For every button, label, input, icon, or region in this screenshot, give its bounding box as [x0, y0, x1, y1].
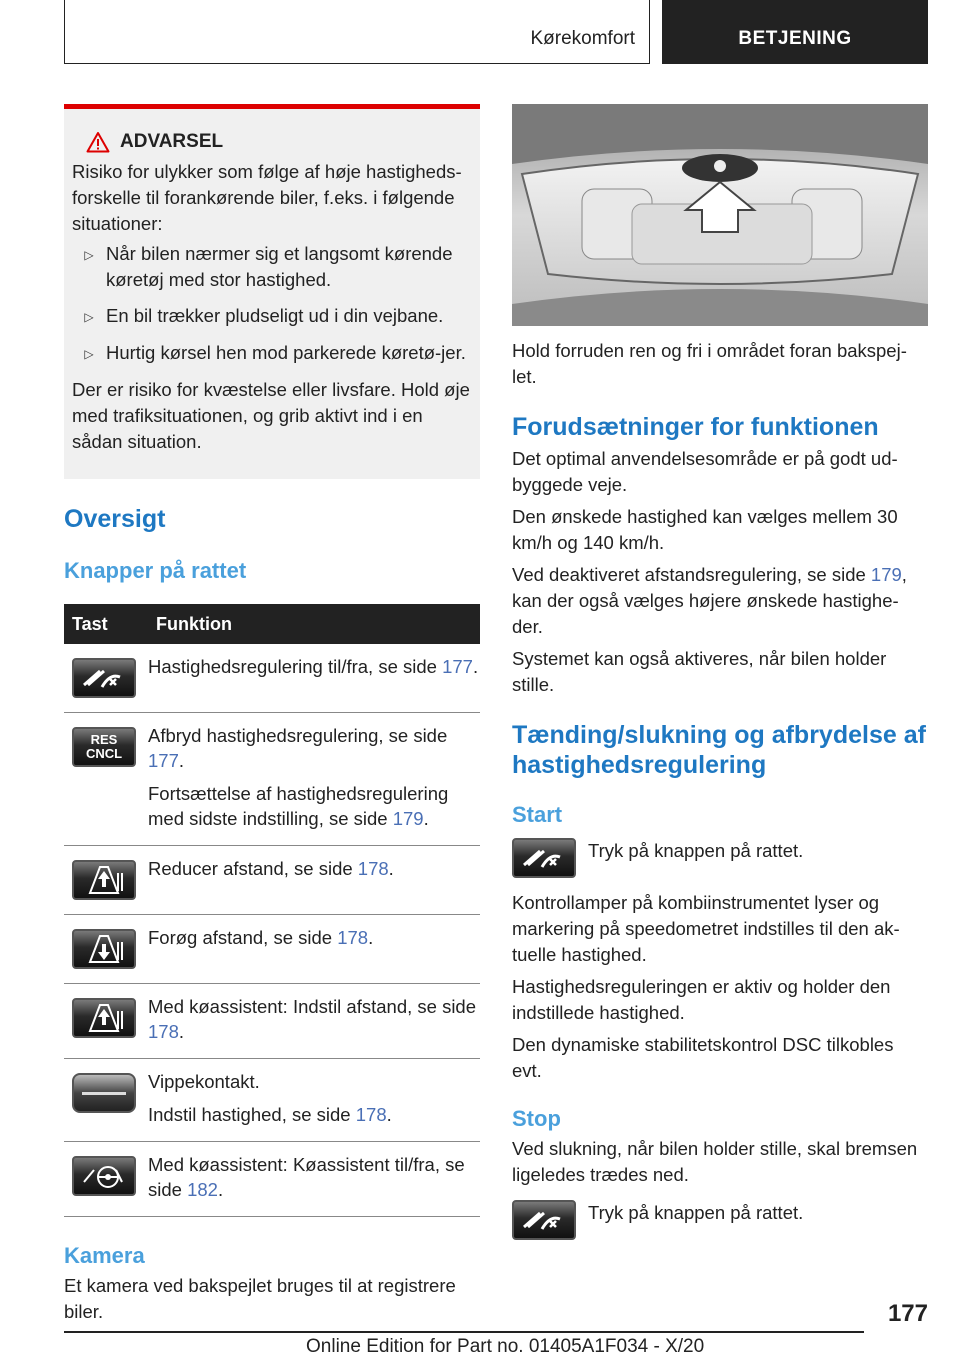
start-heading: Start [512, 802, 563, 827]
header-section-tab [64, 0, 650, 64]
page-link[interactable]: 177 [442, 656, 473, 677]
start-button-text: Tryk på knappen på rattet. [588, 840, 804, 861]
row-text: Med køassistent: Køassistent til/fra, se side [148, 1154, 465, 1200]
warning-title-text: ADVARSEL [120, 131, 224, 152]
prerequisites-p2: Den ønskede hastighed kan vælges mellem 30 km/h og 140 km/h. [512, 506, 898, 553]
start-p2: Hastighedsreguleringen er aktiv og holder den indstillede hastighed. [512, 976, 891, 1023]
res-cncl-icon [72, 727, 136, 767]
warning-bullet [72, 241, 472, 293]
prereq-p3-text: Ved deaktiveret afstandsregulering, se side [512, 564, 866, 585]
page-link[interactable]: 177 [148, 750, 179, 771]
prerequisites-p4: Systemet kan også aktiveres, når bilen holder stille. [512, 648, 887, 695]
warning-bullet [72, 303, 472, 330]
photo-caption: Hold forruden ren og fri i området foran bakspej-let. [512, 340, 907, 387]
warning-title [72, 131, 472, 153]
prerequisites-p1: Det optimal anvendelsesområde er på godt ud-byggede veje. [512, 448, 898, 495]
page-link[interactable]: 178 [337, 927, 369, 948]
table-row [64, 846, 480, 915]
page-link[interactable]: 179 [392, 808, 424, 829]
bullet-marker: ▷ [84, 248, 94, 262]
table-cell-icon [64, 713, 148, 846]
rocker-switch-icon [72, 1073, 136, 1113]
stop-p1: Ved slukning, når bilen holder stille, skal bremsen ligeledes trædes ned. [512, 1138, 918, 1185]
overview-heading: Oversigt [64, 505, 166, 533]
buttons-subheading: Knapper på rattet [64, 558, 247, 583]
table-row [64, 1059, 480, 1142]
camera-heading: Kamera [64, 1243, 145, 1268]
prerequisites-p3 [512, 562, 928, 640]
row-text: Med køassistent: Indstil afstand, se side [148, 996, 477, 1017]
bullet-marker: ▷ [84, 347, 94, 361]
row-text-2: Indstil hastighed, se side [148, 1104, 351, 1125]
row-text: Hastighedsregulering til/fra, se side [148, 656, 437, 677]
table-row [64, 713, 480, 846]
page-link[interactable]: 179 [870, 564, 902, 585]
table-cell-function: Afbryd hastighedsregulering, se side 177. Fortsættelse af hastighedsregulering med sidste indstilling, se side 179. [148, 713, 480, 846]
table-row [64, 1142, 480, 1217]
table-row [64, 644, 480, 713]
table-cell-icon [64, 644, 148, 713]
page-link[interactable]: 178 [148, 1021, 179, 1042]
row-text: Forøg afstand, se side [148, 927, 333, 948]
table-row [64, 984, 480, 1059]
column-header-function: Funktion [148, 604, 480, 644]
page-header [64, 0, 928, 64]
right-column [512, 104, 928, 1240]
table-cell-function: Reducer afstand, se side 178. [148, 846, 480, 915]
warning-bullet [72, 340, 472, 367]
edition-text: Online Edition for Part no. 01405A1F034 - X/20 [306, 1336, 705, 1357]
header-chapter-tab [662, 0, 928, 64]
page-link[interactable]: 178 [357, 858, 389, 879]
table-cell-icon [64, 915, 148, 984]
distance-increase-icon [72, 929, 136, 969]
distance-adjust-icon [72, 998, 136, 1038]
page-link[interactable]: 178 [355, 1104, 387, 1125]
left-column [64, 104, 480, 1325]
steering-buttons-table [64, 604, 480, 1217]
cruise-control-icon [72, 658, 136, 698]
warning-bullet-text: Hurtig kørsel hen mod parkerede køretø-jer. [106, 342, 466, 363]
row-text: Reducer afstand, se side [148, 858, 353, 879]
table-cell-function: Med køassistent: Køassistent til/fra, se side 182. [148, 1142, 480, 1217]
stop-button-text: Tryk på knappen på rattet. [588, 1202, 804, 1223]
page-number: 177 [887, 1300, 928, 1327]
page-link[interactable]: 182 [187, 1179, 218, 1200]
cruise-control-icon [512, 838, 576, 878]
table-cell-function: Forøg afstand, se side 178. [148, 915, 480, 984]
row-text-2: Fortsættelse af hastighedsregulering med sidste indstilling, se side [148, 783, 449, 829]
bullet-marker: ▷ [84, 310, 94, 324]
warning-box [64, 104, 480, 479]
table-cell-function: Hastighedsregulering til/fra, se side 177. [148, 644, 480, 713]
camera-text: Et kamera ved bakspejlet bruges til at registrere biler. [64, 1275, 456, 1322]
footer-divider [64, 1331, 864, 1333]
cruise-control-icon [512, 1200, 576, 1240]
start-instruction [512, 838, 928, 878]
table-cell-icon [64, 1142, 148, 1217]
icon-label-res: RES [90, 732, 118, 747]
stop-heading: Stop [512, 1106, 561, 1131]
warning-outro: Der er risiko for kvæstelse eller livsfare. Hold øje med trafiksituationen, og grib aktivt ind i en sådan situation. [72, 379, 470, 452]
table-cell-function: Med køassistent: Indstil afstand, se side 178. [148, 984, 480, 1059]
row-text: Vippekontakt. [148, 1071, 260, 1092]
prereq-p3-text-2: , kan der også vælges højere ønskede hastighe-der. [512, 564, 907, 637]
traffic-jam-assistant-icon [72, 1156, 136, 1196]
prerequisites-heading: Forudsætninger for funktionen [512, 413, 879, 441]
start-p1: Kontrollamper på kombiinstrumentet lyser og markering på speedometret indstilles til den ak-tuelle hastighed. [512, 892, 900, 965]
table-row [64, 915, 480, 984]
start-p3: Den dynamiske stabilitetskontrol DSC tilkobles evt. [512, 1034, 894, 1081]
table-header-row [64, 604, 480, 644]
row-text: Afbryd hastighedsregulering, se side [148, 725, 448, 746]
warning-intro: Risiko for ulykker som følge af høje hastigheds-forskelle til forankørende biler, f.eks. i følgende situationer: [72, 161, 462, 234]
stop-instruction [512, 1200, 928, 1240]
table-cell-icon [64, 846, 148, 915]
table-cell-icon [64, 1059, 148, 1142]
camera-location-photo [512, 104, 928, 326]
warning-bullet-text: En bil trækker pludseligt ud i din vejbane. [106, 305, 444, 326]
distance-decrease-icon [72, 860, 136, 900]
table-cell-function: Vippekontakt. Indstil hastighed, se side 178. [148, 1059, 480, 1142]
column-header-key: Tast [64, 604, 148, 644]
icon-label-cncl: CNCL [85, 746, 123, 761]
warning-bullet-text: Når bilen nærmer sig et langsomt kørende køretøj med stor hastighed. [106, 243, 453, 290]
table-cell-icon [64, 984, 148, 1059]
header-chapter-title: BETJENING [738, 28, 852, 49]
warning-triangle-icon [86, 131, 110, 153]
on-off-heading: Tænding/slukning og afbrydelse af hastighedsregulering [512, 721, 926, 779]
header-section-title: Kørekomfort [530, 28, 635, 49]
